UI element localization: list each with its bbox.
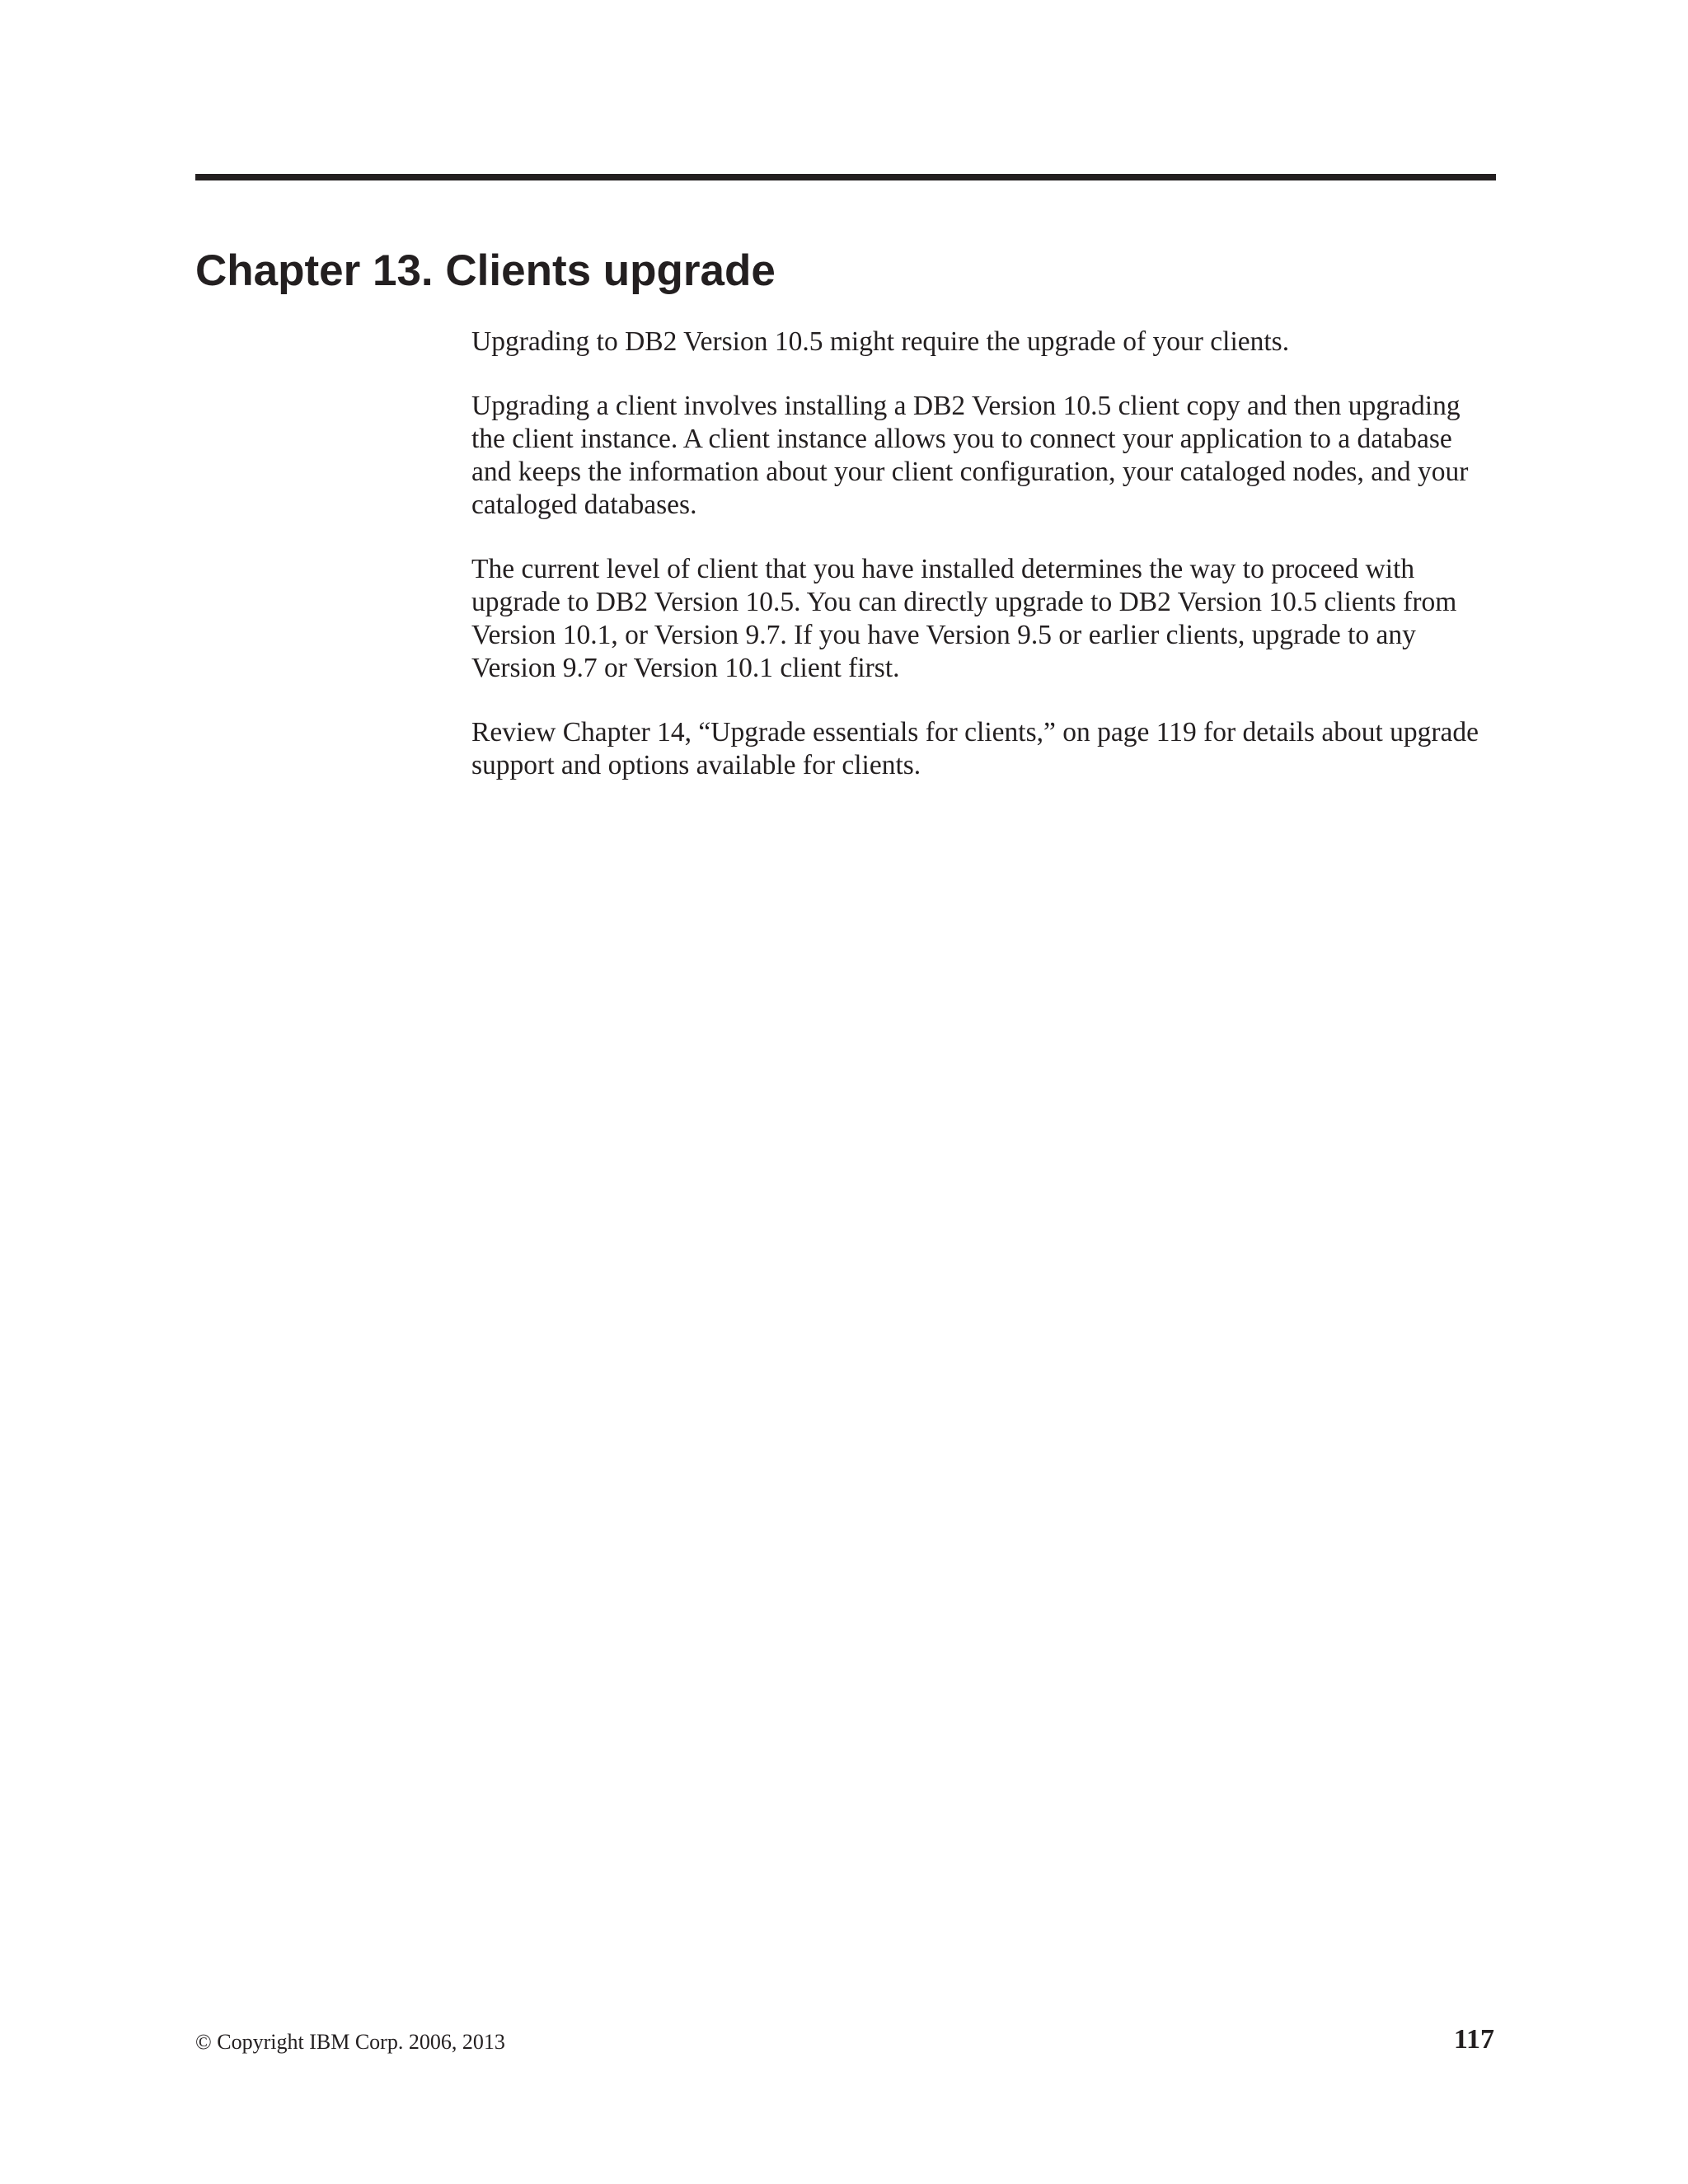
paragraph-upgrade-path: The current level of client that you have installed determines the way to proceed with upgrade to DB2 Version 10.5. You can directly upgrade to DB2 Version 10.5 clients from Version 10.1, or Version 9.7. If you have Version 9.5 or earlier clients, upgrade to any Version 9.7 or Version 10.1 client first. [471,554,1457,683]
footer-copyright: © Copyright IBM Corp. 2006, 2013 [195,2030,505,2054]
paragraph-review-reference: Review Chapter 14, “Upgrade essentials for clients,” on page 119 for details about upgrade support and options available for clients. [471,717,1479,780]
footer-page-number: 117 [1453,2024,1494,2055]
chapter-body [471,326,1498,813]
paragraph-intro: Upgrading to DB2 Version 10.5 might require the upgrade of your clients. [471,326,1290,357]
chapter-title: Chapter 13. Clients upgrade [195,246,776,295]
chapter-top-rule [195,174,1496,180]
paragraph-client-instance: Upgrading a client involves installing a DB2 Version 10.5 client copy and then upgrading the client instance. A client instance allows you to connect your application to a database and keeps the information about your client configuration, your cataloged nodes, and your cataloged databases. [471,391,1469,520]
